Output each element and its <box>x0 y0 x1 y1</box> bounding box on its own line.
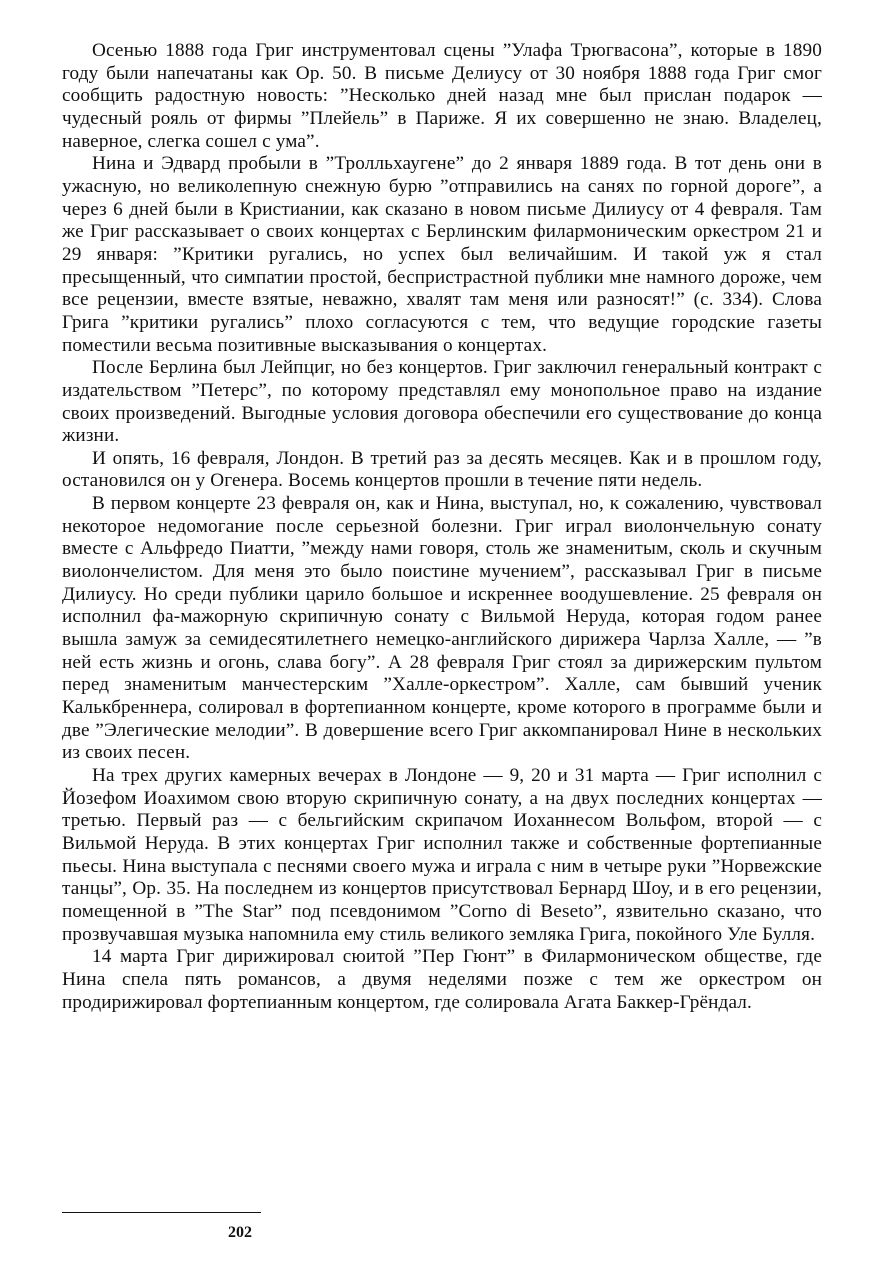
paragraph: На трех других камерных вечерах в Лондоне — 9, 20 и 31 марта — Григ исполнил с Йозефом Иоахимом свою вторую скрипичную сонату, а на двух последних концертах — третью. Первый раз — с бельгийским скрипачом Иоханнесом Вольфом, второй — с Вильмой Неруда. В этих концертах Григ исполнил также и собственные фортепианные пьесы. Нина выступала с песнями своего мужа и играла с ним в четыре руки ”Норвежские танцы”, Ор. 35. На последнем из концертов присутствовал Бернард Шоу, и в его рецензии, помещенной в ”The Star” под псевдонимом ”Corno di Beseto”, язвительно сказано, что прозвучавшая музыка напомнила ему стиль великого земляка Грига, покойного Уле Булля. <box>62 765 822 945</box>
body-text <box>62 40 822 1014</box>
page-number: 202 <box>228 1224 252 1241</box>
paragraph: Осенью 1888 года Григ инструментовал сцены ”Улафа Трюгвасона”, которые в 1890 году были напечатаны как Ор. 50. В письме Делиусу от 30 ноября 1888 года Григ смог сообщить радостную новость: ”Несколько дней назад мне был прислан подарок — чудесный рояль от фирмы ”Плейель” в Париже. Я их совершенно не знаю. Владелец, наверное, слегка сошел с ума”. <box>62 40 822 152</box>
paragraph: 14 марта Григ дирижировал сюитой ”Пер Гюнт” в Филармоническом обществе, где Нина спела пять романсов, а двумя неделями позже с тем же оркестром он продирижировал фортепианным концертом, где солировала Агата Баккер-Грёндал. <box>62 946 822 1013</box>
paragraph: И опять, 16 февраля, Лондон. В третий раз за десять месяцев. Как и в прошлом году, остановился он у Огенера. Восемь концертов прошли в течение пяти недель. <box>62 447 822 492</box>
paragraph: В первом концерте 23 февраля он, как и Нина, выступал, но, к сожалению, чувствовал некоторое недомогание после серьезной болезни. Григ играл виолончельную сонату вместе с Альфредо Пиатти, ”между нами говоря, столь же знаменитым, сколь и скучным виолончелистом. Для меня это было поистине мучением”, рассказывал Григ в письме Дилиусу. Но среди публики царило большое и искреннее воодушевление. 25 февраля он исполнил фа-мажорную скрипичную сонату с Вильмой Неруда, которая годом ранее вышла замуж за семидесятилетнего немецко-английского дирижера Чарлза Халле, — ”в ней есть жизнь и огонь, слава богу”. А 28 февраля Григ стоял за дирижерским пультом перед знаменитым манчестерским ”Халле-оркестром”. Халле, сам бывший ученик Калькбреннера, солировал в фортепианном концерте, кроме которого в программе были и две ”Элегические мелодии”. В довершение всего Григ аккомпанировал Нине в нескольких из своих песен. <box>62 493 822 764</box>
footnote-rule <box>62 1212 261 1213</box>
paragraph: После Берлина был Лейпциг, но без концертов. Григ заключил генеральный контракт с издательством ”Петерс”, по которому представлял ему монопольное право на издание своих произведений. Выгодные условия договора обеспечили его существование до конца жизни. <box>62 357 822 447</box>
paragraph: Нина и Эдвард пробыли в ”Тролльхаугене” до 2 января 1889 года. В тот день они в ужасную, но великолепную снежную бурю ”отправились на санях по горной дороге”, а через 6 дней были в Кристиании, как сказано в новом письме Дилиусу от 4 февраля. Там же Григ рассказывает о своих концертах с Берлинским филармоническим оркестром 21 и 29 января: ”Критики ругались, но успех был величайшим. И такой уж я стал пресыщенный, что симпатии простой, беспристрастной публики мне намного дороже, чем все рецензии, вместе взятые, неважно, хвалят там меня или разносят!” (с. 334). Слова Грига ”критики ругались” плохо согласуются с тем, что ведущие городские газеты поместили весьма позитивные высказывания о концертах. <box>62 153 822 356</box>
